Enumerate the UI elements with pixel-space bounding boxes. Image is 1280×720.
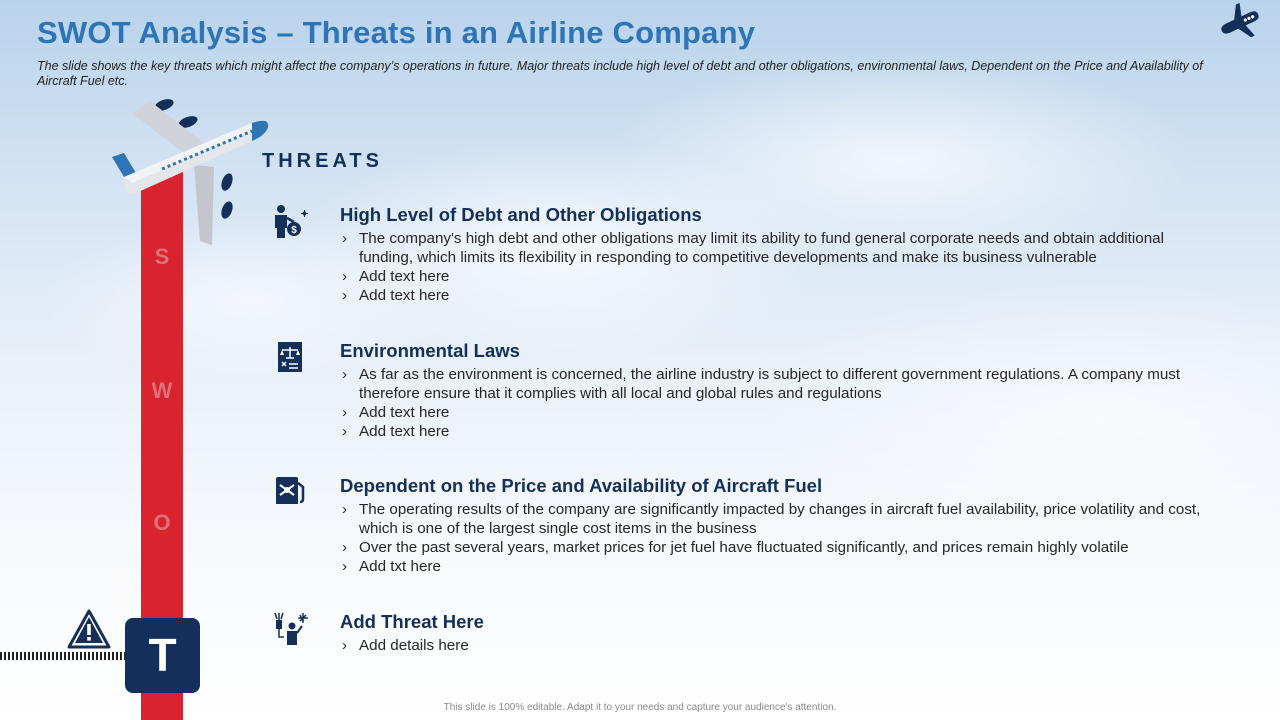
threat-heading: Dependent on the Price and Availability of Aircraft Fuel — [340, 475, 823, 496]
swot-letter-w: W — [151, 378, 173, 403]
svg-text:$: $ — [291, 225, 297, 236]
swot-letter-t: T — [125, 618, 200, 693]
threat-bullet: › Over the past several years, market prices for jet fuel have fluctuated significantly, and prices remain highly volatile — [340, 538, 1220, 557]
threat-heading: High Level of Debt and Other Obligations — [340, 204, 702, 225]
slide-title: SWOT Analysis – Threats in an Airline Company — [37, 15, 756, 50]
slide-subtitle: The slide shows the key threats which might affect the company’s operations in future. Major threats include high level of debt and other obligations, environmental laws, Dependent on the Price and Availability of Aircraft Fuel etc. — [37, 59, 1203, 88]
threat-bullet: › Add text here — [340, 403, 1220, 422]
debt-person-icon — [270, 204, 310, 242]
threat-bullet-list — [340, 229, 1220, 305]
fuel-pump-icon — [270, 475, 310, 513]
threat-person-icon — [270, 611, 310, 649]
threat-bullet: › Add txt here — [340, 557, 1220, 576]
threats-heading: THREATS — [262, 150, 383, 172]
threat-bullet: › Add text here — [340, 267, 1220, 286]
threat-bullet: › The company's high debt and other obligations may limit its ability to fund general corporate needs and obtain additional funding, which limits its flexibility in responding to competitive developments and make its business vulnerable — [340, 229, 1220, 267]
timeline-dotted-line — [0, 652, 125, 660]
warning-icon — [66, 608, 112, 652]
threat-bullet: › Add text here — [340, 422, 1220, 441]
swot-letter-o: O — [153, 510, 171, 535]
threat-bullet-list — [340, 365, 1220, 441]
threat-bullet: › As far as the environment is concerned, the airline industry is subject to different government regulations. A company must therefore ensure that it complies with all local and global rules and regulations — [340, 365, 1220, 403]
threat-bullet-list — [340, 636, 1220, 655]
airplane-icon — [1216, 3, 1262, 43]
threat-heading: Environmental Laws — [340, 340, 520, 361]
threat-bullet: › Add details here — [340, 636, 1220, 655]
swot-letter-s: S — [154, 244, 170, 269]
law-document-icon — [270, 340, 310, 378]
airplane-illustration — [102, 95, 282, 255]
threat-bullet-list — [340, 500, 1220, 576]
threat-bullet: › Add text here — [340, 286, 1220, 305]
threat-bullet: › The operating results of the company are significantly impacted by changes in aircraft fuel availability, price volatility and cost, which is one of the largest single cost items in the business — [340, 500, 1220, 538]
threat-heading: Add Threat Here — [340, 611, 484, 632]
footer-note: This slide is 100% editable. Adapt it to your needs and capture your audience's attention. — [443, 702, 837, 713]
